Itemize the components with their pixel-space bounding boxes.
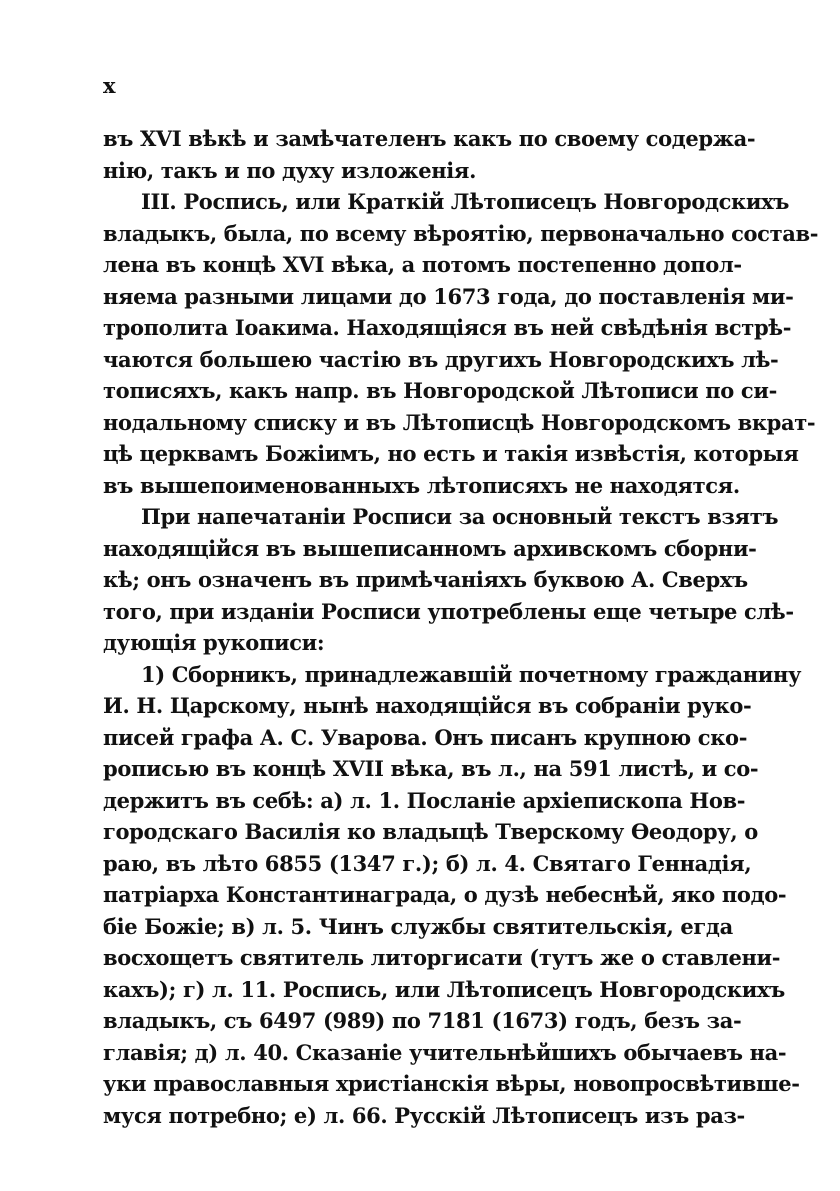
text-line: того, при изданіи Росписи употреблены еще четыре слѣ- (103, 598, 794, 624)
text-line: находящійся въ вышеписанномъ архивскомъ сборни- (103, 535, 757, 561)
text-line: тописяхъ, какъ напр. въ Новгородской Лѣтописи по си- (103, 378, 777, 403)
text-line: муся потребно; е) л. 66. Русскій Лѣтописецъ изъ раз- (103, 1102, 745, 1128)
text-line: патріарха Константинаграда, о дузѣ небеснѣй, яко подо- (103, 882, 787, 907)
text-line: главія; д) л. 40. Сказаніе учительнѣйшихъ обычаевъ на- (103, 1039, 787, 1065)
text-line: няема разными лицами до 1673 года, до поставленія ми- (103, 283, 794, 309)
paragraph-start-line: III. Роспись, или Краткій Лѣтописецъ Новгородскихъ (141, 189, 790, 214)
text-line: уки православныя христіанскія вѣры, новопросвѣтивше- (103, 1071, 800, 1096)
paragraph-start-line: 1) Сборникъ, принадлежавшій почетному гражданину (141, 661, 802, 687)
text-line: въ вышепоименованныхъ лѣтописяхъ не находятся. (103, 472, 740, 498)
page-number: x (103, 73, 116, 98)
text-line: цѣ церквамъ Божіимъ, но есть и такія извѣстія, которыя (103, 441, 799, 466)
text-line: нію, такъ и по духу изложенія. (103, 157, 477, 183)
text-line: чаются большею частію въ другихъ Новгородскихъ лѣ- (103, 346, 779, 372)
body-text (103, 123, 819, 1131)
text-line: держитъ въ себѣ: а) л. 1. Посланіе архіепископа Нов- (103, 787, 746, 813)
text-line: лена въ концѣ XVI вѣка, а потомъ постепенно допол- (103, 252, 742, 277)
text-line: раю, въ лѣто 6855 (1347 г.); б) л. 4. Святаго Геннадія, (103, 850, 752, 876)
text-line: нодальному списку и въ Лѣтописцѣ Новгородскомъ вкрат- (103, 409, 816, 435)
paragraph-start-line: При напечатаніи Росписи за основный текстъ взятъ (141, 504, 779, 529)
text-line: рописью въ концѣ XVII вѣка, въ л., на 591 листѣ, и со- (103, 756, 759, 781)
text-line: кѣ; онъ означенъ въ примѣчаніяхъ буквою А. Сверхъ (103, 567, 748, 592)
text-line: владыкъ, съ 6497 (989) по 7181 (1673) годъ, безъ за- (103, 1008, 742, 1033)
text-line: трополита Іоакима. Находящіяся въ ней свѣдѣнія встрѣ- (103, 315, 792, 340)
text-line: писей графа А. С. Уварова. Онъ писанъ крупною ско- (103, 724, 748, 750)
text-line: восхощетъ святитель литоргисати (тутъ же о ставлени- (103, 945, 781, 970)
text-line: дующія рукописи: (103, 630, 325, 655)
text-line: И. Н. Царскому, нынѣ находящійся въ собраніи руко- (103, 693, 752, 718)
text-line: кахъ); г) л. 11. Роспись, или Лѣтописецъ Новгородскихъ (103, 976, 785, 1002)
text-line: владыкъ, была, по всему вѣроятію, первоначально состав- (103, 220, 819, 246)
text-line: біе Божіе; в) л. 5. Чинъ службы святительскія, егда (103, 913, 733, 939)
text-line: городскаго Василія ко владыцѣ Тверскому Ѳеодору, о (103, 819, 758, 844)
text-line: въ XVI вѣкѣ и замѣчателенъ какъ по своему содержа- (103, 126, 756, 151)
